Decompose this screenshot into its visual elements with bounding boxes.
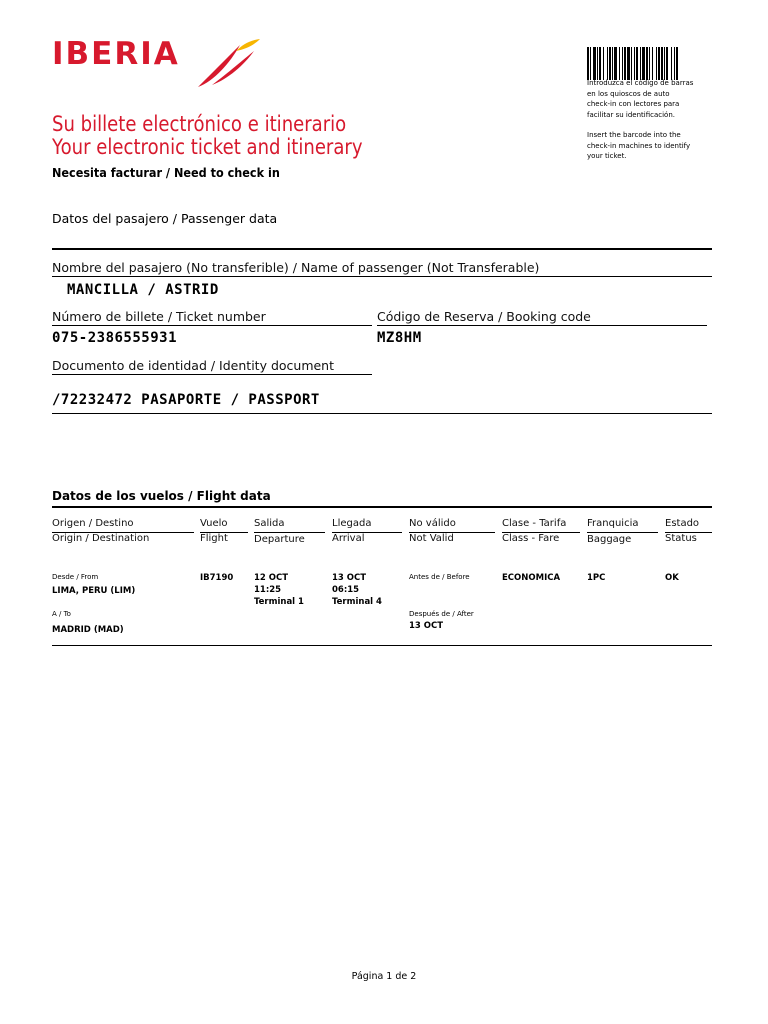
col-origin-es: Origen / Destino — [52, 518, 134, 529]
divider — [377, 325, 707, 326]
iberia-logo-mark — [196, 37, 262, 89]
col-arrival-en: Arrival — [332, 533, 365, 544]
not-valid-after-date: 13 OCT — [409, 621, 444, 631]
divider — [587, 532, 658, 533]
divider — [254, 532, 325, 533]
departure-time: 11:25 — [254, 585, 282, 595]
departure-date: 12 OCT — [254, 573, 289, 583]
col-arrival-es: Llegada — [332, 518, 372, 529]
col-flight-es: Vuelo — [200, 518, 228, 529]
col-baggage-es: Franquicia — [587, 518, 639, 529]
page-number: Página 1 de 2 — [351, 971, 417, 982]
barcode-instructions-es: Introduzca el código de barras en los quioscos de auto check-in con lectores para facilitar su identificación. — [587, 79, 694, 119]
passenger-section-title: Datos del pasajero / Passenger data — [52, 211, 278, 226]
col-status-es: Estado — [665, 518, 700, 529]
col-departure-en: Departure — [254, 534, 305, 545]
divider — [52, 374, 372, 375]
arrival-time: 06:15 — [332, 585, 360, 595]
booking-code-label: Código de Reserva / Booking code — [377, 309, 591, 324]
not-valid-before-label: Antes de / Before — [409, 573, 470, 581]
identity-document: /72232472 PASAPORTE / PASSPORT — [52, 392, 320, 408]
check-in-notice: Necesita facturar / Need to check in — [52, 165, 280, 180]
flight-number: IB7190 — [200, 573, 234, 583]
divider — [52, 276, 712, 277]
arrival-terminal: Terminal 4 — [332, 597, 382, 607]
col-baggage-en: Baggage — [587, 534, 632, 545]
not-valid-after-label: Después de / After — [409, 610, 474, 618]
col-origin-en: Origin / Destination — [52, 533, 150, 544]
col-status-en: Status — [665, 533, 697, 544]
col-class-en: Class - Fare — [502, 533, 560, 544]
ticket-number-label: Número de billete / Ticket number — [52, 309, 266, 324]
passenger-name-label: Nombre del pasajero (No transferible) / Name of passenger (Not Transferable) — [52, 260, 540, 275]
divider — [52, 645, 712, 646]
barcode-instructions-en: Insert the barcode into the check-in machines to identify your ticket. — [587, 131, 691, 160]
title-en: Your electronic ticket and itinerary — [52, 135, 363, 159]
flight-section-title: Datos de los vuelos / Flight data — [52, 489, 271, 503]
flight-status: OK — [665, 573, 679, 583]
divider — [52, 413, 712, 414]
col-departure-es: Salida — [254, 518, 285, 529]
divider — [52, 325, 372, 326]
origin-city: LIMA, PERU (LIM) — [52, 586, 136, 596]
booking-code: MZ8HM — [377, 330, 422, 346]
class-fare: ECONOMICA — [502, 573, 561, 583]
departure-terminal: Terminal 1 — [254, 597, 304, 607]
destination-city: MADRID (MAD) — [52, 625, 124, 635]
passenger-name: MANCILLA / ASTRID — [67, 282, 219, 298]
col-flight-en: Flight — [200, 533, 228, 544]
identity-document-label: Documento de identidad / Identity document — [52, 358, 335, 373]
iberia-logo-text: IBERIA — [52, 36, 180, 72]
to-label: A / To — [52, 610, 71, 618]
barcode — [587, 47, 720, 80]
arrival-date: 13 OCT — [332, 573, 367, 583]
baggage-allowance: 1PC — [587, 573, 606, 583]
divider — [52, 248, 712, 250]
divider — [52, 506, 712, 508]
col-class-es: Clase - Tarifa — [502, 518, 567, 529]
title-es: Su billete electrónico e itinerario — [52, 112, 347, 136]
col-not-valid-es: No válido — [409, 518, 456, 529]
ticket-number: 075-2386555931 — [52, 330, 178, 346]
from-label: Desde / From — [52, 573, 99, 581]
col-not-valid-en: Not Valid — [409, 533, 454, 544]
